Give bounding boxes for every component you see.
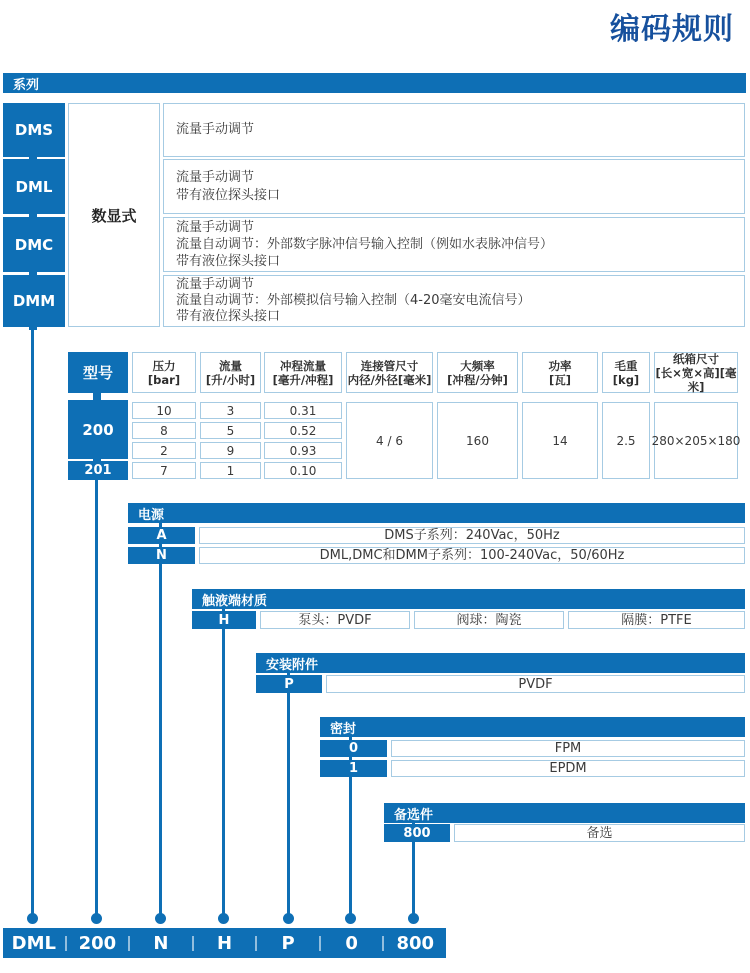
option-section-header xyxy=(384,803,745,823)
option-value-beixuan: 备选 xyxy=(454,824,745,842)
power-section-header xyxy=(128,503,745,523)
column-header-pipe-size-l1: 连接管尺寸 xyxy=(360,358,419,373)
material-key-h: H xyxy=(192,611,256,629)
table-cell: 0.93 xyxy=(264,442,342,459)
series-desc-dmm xyxy=(163,275,745,327)
connector-dot-material xyxy=(218,913,229,924)
material-drop-line xyxy=(222,606,225,920)
column-header-carton-size-l1: 纸箱尺寸 xyxy=(673,351,719,366)
column-header-weight-l2: [kg] xyxy=(612,372,640,387)
material-value-diaphragm: 隔膜：PTFE xyxy=(568,611,745,629)
model-key-201: 201 xyxy=(68,461,128,480)
example-code-bar xyxy=(3,928,446,958)
merged-cell-carton: 280×205×180 xyxy=(654,402,738,479)
connector-dot-mounting xyxy=(283,913,294,924)
series-key-dms: DMS xyxy=(3,103,65,157)
power-section-header-label: 电源 xyxy=(138,507,165,523)
column-header-max-frequency xyxy=(437,352,518,393)
table-cell: 8 xyxy=(132,422,196,439)
code-mounting: P xyxy=(281,932,295,954)
column-header-pressure xyxy=(132,352,196,393)
code-option: 800 xyxy=(396,932,435,954)
connector-dot-option xyxy=(408,913,419,924)
code-material: H xyxy=(216,932,233,954)
series-desc-dml-line2: 带有液位探头接口 xyxy=(176,187,281,203)
seal-key-0: 0 xyxy=(320,740,387,757)
table-cell: 7 xyxy=(132,462,196,479)
power-value-n: DML,DMC和DMM子系列：100-240Vac，50/60Hz xyxy=(199,547,745,564)
connector-dot-power xyxy=(155,913,166,924)
merged-cell-weight: 2.5 xyxy=(602,402,650,479)
column-header-flow-l1: 流量 xyxy=(219,358,242,373)
series-drop-line xyxy=(31,328,34,920)
material-section-header-label: 触液端材质 xyxy=(202,593,268,609)
merged-cell-frequency: 160 xyxy=(437,402,518,479)
table-cell: 0.10 xyxy=(264,462,342,479)
column-header-pressure-l2: [bar] xyxy=(147,372,181,387)
series-desc-dms-line1: 流量手动调节 xyxy=(176,122,255,137)
series-desc-dmc-line3: 带有液位探头接口 xyxy=(176,254,281,269)
mounting-value-pvdf: PVDF xyxy=(326,675,745,693)
material-value-valve-ball: 阀球：陶瓷 xyxy=(414,611,564,629)
series-key-dml: DML xyxy=(3,159,65,214)
mounting-key-p: P xyxy=(256,675,322,693)
table-cell: 0.52 xyxy=(264,422,342,439)
column-header-max-frequency-l2: [冲程/分钟] xyxy=(447,372,508,387)
column-header-flow-l2: [升/小时] xyxy=(205,372,256,387)
column-header-stroke-volume-l1: 冲程流量 xyxy=(280,358,326,373)
merged-cell-power: 14 xyxy=(522,402,598,479)
series-desc-dmc-line2: 流量自动调节：外部数字脉冲信号输入控制（例如水表脉冲信号） xyxy=(176,237,554,252)
column-header-weight xyxy=(602,352,650,393)
model-key-200: 200 xyxy=(68,400,128,459)
table-cell: 1 xyxy=(200,462,261,479)
mounting-section-header-label: 安装附件 xyxy=(266,657,319,673)
seal-value-epdm: EPDM xyxy=(391,760,745,777)
seal-section-header xyxy=(320,717,745,737)
series-desc-dmm-line2: 流量自动调节：外部模拟信号输入控制（4-20毫安电流信号） xyxy=(176,293,531,308)
option-key-800: 800 xyxy=(384,824,450,842)
code-power: N xyxy=(153,932,169,954)
table-cell: 9 xyxy=(200,442,261,459)
table-cell: 2 xyxy=(132,442,196,459)
code-series: DML xyxy=(11,932,56,954)
column-header-pressure-l1: 压力 xyxy=(152,358,176,373)
series-key-dmc: DMC xyxy=(3,217,65,272)
connector-dot-model xyxy=(91,913,102,924)
column-header-power xyxy=(522,352,598,393)
option-section-header-label: 备选件 xyxy=(394,807,434,823)
page-title: 编码规则 xyxy=(610,12,734,47)
code-seal: 0 xyxy=(345,932,358,954)
column-header-stroke-volume-l2: [毫升/冲程] xyxy=(272,372,334,387)
series-desc-dmm-line1: 流量手动调节 xyxy=(176,277,255,292)
series-desc-dmc xyxy=(163,217,745,272)
material-section-header xyxy=(192,589,745,609)
model-drop-line xyxy=(95,466,98,920)
series-group-box: 数显式 xyxy=(68,103,160,327)
table-cell: 3 xyxy=(200,402,261,419)
merged-cell-pipe-size: 4 / 6 xyxy=(346,402,433,479)
seal-key-1: 1 xyxy=(320,760,387,777)
seal-value-fpm: FPM xyxy=(391,740,745,757)
mounting-section-header xyxy=(256,653,745,673)
column-header-stroke-volume xyxy=(264,352,342,393)
series-key-dmm: DMM xyxy=(3,275,65,327)
power-key-n: N xyxy=(128,547,195,564)
mounting-drop-line xyxy=(287,670,290,920)
power-value-a: DMS子系列：240Vac，50Hz xyxy=(199,527,745,544)
series-section-header-label: 系列 xyxy=(13,77,40,93)
seal-section-header-label: 密封 xyxy=(330,721,357,737)
code-model: 200 xyxy=(78,932,117,954)
power-key-a: A xyxy=(128,527,195,544)
connector-dot-seal xyxy=(345,913,356,924)
column-header-flow xyxy=(200,352,261,393)
column-header-max-frequency-l1: 大频率 xyxy=(460,358,495,373)
column-header-pipe-size xyxy=(346,352,433,393)
column-header-power-l2: [瓦] xyxy=(548,372,571,387)
table-cell: 5 xyxy=(200,422,261,439)
table-cell: 10 xyxy=(132,402,196,419)
series-desc-dms xyxy=(163,103,745,157)
column-header-weight-l1: 毛重 xyxy=(614,358,638,373)
connector-dot-series xyxy=(27,913,38,924)
column-header-pipe-size-l2: 内径/外径[毫米] xyxy=(347,372,432,387)
series-desc-dmm-line3: 带有液位探头接口 xyxy=(176,309,281,324)
series-desc-dml xyxy=(163,159,745,214)
table-cell: 0.31 xyxy=(264,402,342,419)
column-header-carton-size-l2: [长×宽×高][毫米] xyxy=(655,365,737,394)
material-value-pump-head: 泵头：PVDF xyxy=(260,611,410,629)
series-desc-dml-line1: 流量手动调节 xyxy=(176,169,255,185)
column-header-carton-size xyxy=(654,352,738,393)
column-header-power-l1: 功率 xyxy=(548,358,572,373)
power-drop-line xyxy=(159,520,162,920)
model-table-key-header: 型号 xyxy=(68,352,128,393)
series-desc-dmc-line1: 流量手动调节 xyxy=(176,220,255,235)
series-section-header xyxy=(3,73,746,93)
